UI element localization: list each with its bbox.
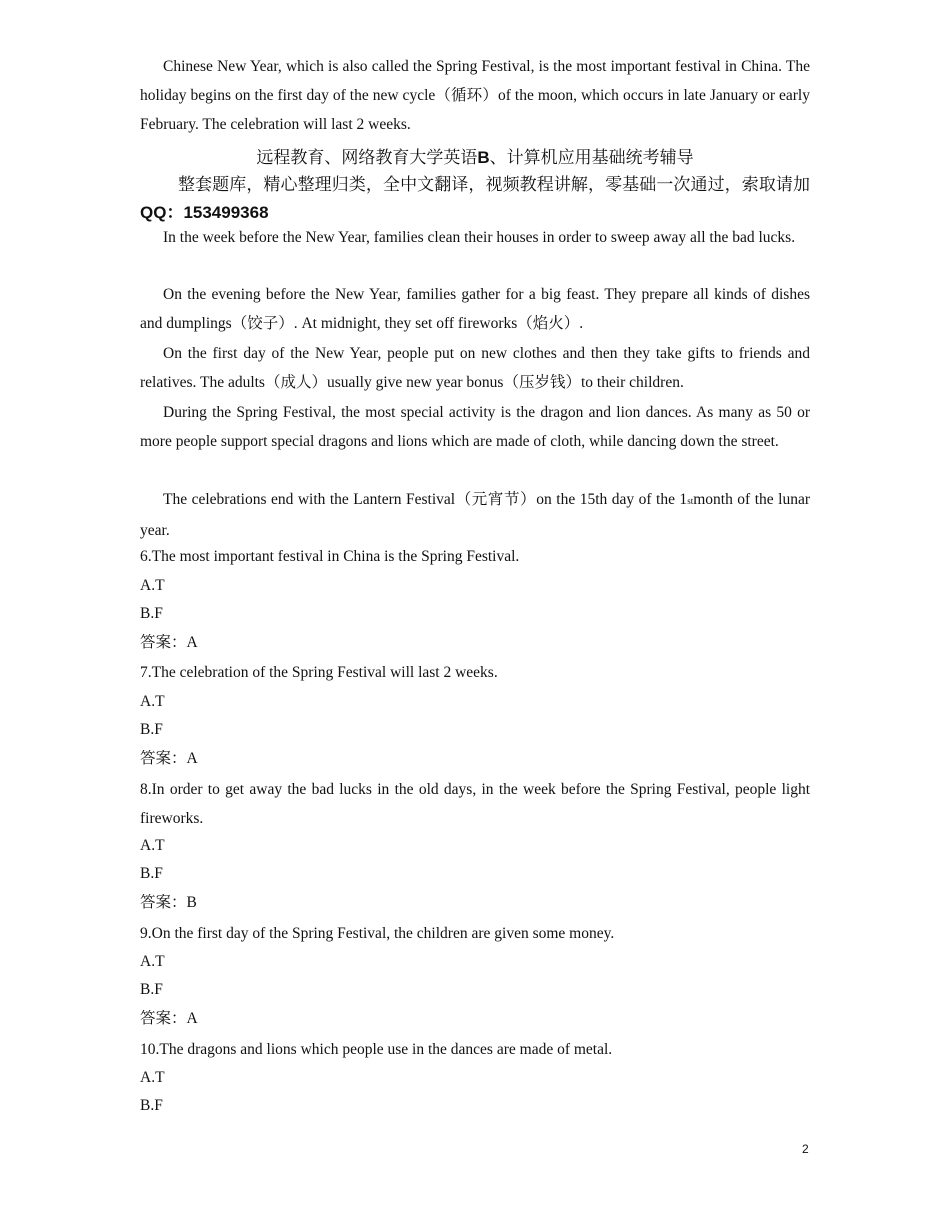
question-8-text: 8.In order to get away the bad lucks in the old days, in the week before the Spring Festival, people light fireworks. [140, 781, 810, 827]
passage-paragraph-3: On the evening before the New Year, families gather for a big feast. They prepare all kinds of dishes and dumplings（饺子）. At midnight, they set off fireworks（焰火）. [140, 286, 810, 332]
question-9-option-b: B.F [140, 981, 163, 998]
ad-line-2-text: 整套题库，精心整理归类，全中文翻译，视频教程讲解，零基础一次通过，索取请加 [178, 175, 810, 195]
question-7-answer: 答案：A [140, 750, 198, 767]
passage-paragraph-6 [140, 485, 810, 545]
question-9-text: 9.On the first day of the Spring Festival, the children are given some money. [140, 925, 615, 942]
passage-paragraph-2: In the week before the New Year, families clean their houses in order to sweep away all the bad lucks. [163, 229, 796, 246]
passage-paragraph-5: During the Spring Festival, the most special activity is the dragon and lion dances. As many as 50 or more people support special dragons and lions which are made of cloth, while dancing down the street. [140, 404, 810, 450]
passage-paragraph-1: Chinese New Year, which is also called the Spring Festival, is the most important festival in China. The holiday begins on the first day of the new cycle（循环）of the moon, which occurs in late January or early February. The celebration will last 2 weeks. [140, 58, 810, 133]
ad-line-1 [140, 147, 810, 169]
ad-line-1-text-a: 远程教育、网络教育大学英语 [256, 148, 478, 168]
question-8-option-b: B.F [140, 865, 163, 882]
question-6-option-b: B.F [140, 605, 163, 622]
paragraph-6-text-a: The celebrations end with the Lantern Festival（元宵节）on the 15th day of the 1 [163, 491, 688, 508]
ad-line-2 [140, 171, 810, 227]
question-7-option-b: B.F [140, 721, 163, 738]
question-10-option-b: B.F [140, 1097, 163, 1114]
question-6-answer: 答案：A [140, 634, 198, 651]
question-8-option-a: A.T [140, 837, 165, 854]
page-number: 2 [802, 1142, 809, 1156]
question-9-option-a: A.T [140, 953, 165, 970]
question-10-option-a: A.T [140, 1069, 165, 1086]
ad-line-1-text-b: B [477, 148, 490, 167]
question-7-option-a: A.T [140, 693, 165, 710]
question-8-answer: 答案：B [140, 894, 197, 911]
question-7-text: 7.The celebration of the Spring Festival will last 2 weeks. [140, 664, 498, 681]
question-9-answer: 答案：A [140, 1010, 198, 1027]
ad-qq-number: QQ：153499368 [140, 203, 269, 222]
question-6-option-a: A.T [140, 577, 165, 594]
ordinal-suffix: st [687, 496, 694, 506]
ad-line-1-text-c: 、计算机应用基础统考辅导 [489, 148, 694, 168]
paragraph-6-text-b: month of the lunar year. [140, 491, 810, 539]
question-10-text: 10.The dragons and lions which people use in the dances are made of metal. [140, 1041, 613, 1058]
question-6-text: 6.The most important festival in China is the Spring Festival. [140, 548, 520, 565]
passage-paragraph-4: On the first day of the New Year, people put on new clothes and then they take gifts to friends and relatives. The adults（成人）usually give new year bonus（压岁钱）to their children. [140, 345, 810, 391]
